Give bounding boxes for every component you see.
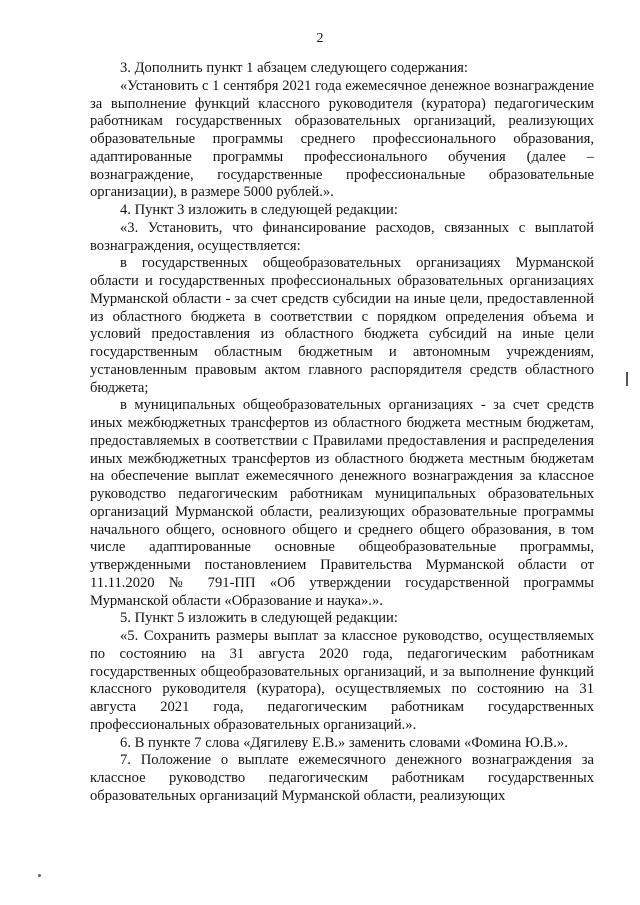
paragraph-item-3: 3. Дополнить пункт 1 абзацем следующего содержания: — [120, 60, 468, 76]
paragraph-quote-item-1: «Установить с 1 сентября 2021 года ежемесячное денежное вознаграждение за выполнение функций классного руководителя (куратора) педагогическим работникам государственных образовательных организаций, реализующих образовательные программы среднего профессионального образования, адаптированные программы профессионального обучения (далее – вознаграждение, государственные профессиональные образовательные организации), в размере 5000 рублей.». — [90, 77, 594, 201]
scan-edge-mark — [626, 372, 628, 386]
paragraph-item-6: 6. В пункте 7 слова «Дягилеву Е.В.» заменить словами «Фомина Ю.В.». — [120, 734, 568, 751]
document-body — [90, 60, 594, 806]
scan-dot — [38, 874, 41, 877]
paragraph-item-5: 5. Пункт 5 изложить в следующей редакции: — [120, 610, 398, 627]
page-number: 2 — [316, 31, 324, 46]
paragraph-quote-item-3: «3. Установить, что финансирование расходов, связанных с выплатой вознаграждения, осуществляется: — [90, 219, 594, 254]
paragraph-quote-item-5: «5. Сохранить размеры выплат за классное руководство, осуществляемых по состоянию на 31 августа 2020 года, педагогическим работникам государственных общеобразовательных организаций, и за выполнение функций классного руководителя (куратора), осуществляемых по состоянию на 31 августа 2021 года, педагогическим работникам государственных профессиональных образовательных организаций.». — [90, 628, 594, 733]
paragraph-item-7: 7. Положение о выплате ежемесячного денежного вознаграждения за классное руководство педагогическим работникам государственных образовательных организаций Мурманской области, реализующих — [90, 752, 594, 804]
paragraph-item-4: 4. Пункт 3 изложить в следующей редакции: — [120, 202, 398, 218]
paragraph-state-funding: в государственных общеобразовательных организациях Мурманской области и государственных профессиональных образовательных организациях Мурманской области - за счет средств субсидии на иные цели, предоставленной из областного бюджета в соответствии с порядком определения объема и условий предоставления из областного бюджета субсидий на иные цели государственным областным бюджетным и автономным учреждениям, установленным правовым актом главного распорядителя средств областного бюджета; — [90, 255, 594, 396]
paragraph-municipal-funding: в муниципальных общеобразовательных организациях - за счет средств иных межбюджетных трансфертов из областного бюджета местным бюджетам, предоставляемых в соответствии с Правилами предоставления и распределения иных межбюджетных трансфертов из областного бюджета местным бюджетам на обеспечение выплат ежемесячного денежного вознаграждения за классное руководство педагогическим работникам муниципальных образовательных организаций Мурманской области, реализующих образовательные программы начального общего, основного общего и среднего общего образования, в том числе адаптированные основные общеобразовательные программы, утвержденными постановлением Правительства Мурманской области от 11.11.2020 № 791-ПП «Об утверждении государственной программы Мурманской области «Образование и наука».». — [90, 397, 594, 609]
